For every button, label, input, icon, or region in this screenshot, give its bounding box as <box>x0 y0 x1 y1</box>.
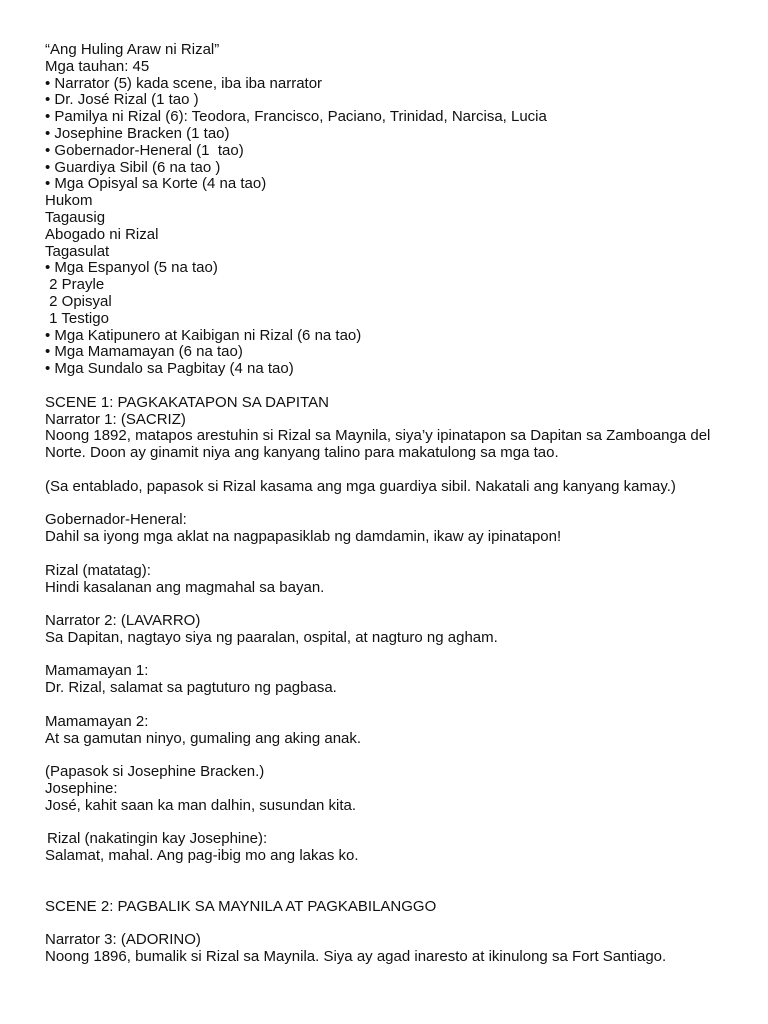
cast-item: • Narrator (5) kada scene, iba iba narrator <box>45 74 323 92</box>
court-role: Tagausig <box>45 208 106 226</box>
speaker-label: Narrator 1: (SACRIZ) <box>45 410 186 428</box>
stage-direction: (Sa entablado, papasok si Rizal kasama ang mga guardiya sibil. Nakatali ang kanyang kamay.) <box>45 477 676 495</box>
dialogue-text: Dr. Rizal, salamat sa pagtuturo ng pagbasa. <box>45 679 337 697</box>
spaniard-role: 2 Prayle <box>45 276 105 294</box>
cast-item: • Gobernador-Heneral (1 tao) <box>45 141 244 159</box>
cast-item: • Mga Sundalo sa Pagbitay (4 na tao) <box>45 360 294 378</box>
cast-header: Mga tauhan: 45 <box>45 57 150 75</box>
dialogue-text: Dahil sa iyong mga aklat na nagpapasiklab ng damdamin, ikaw ay ipinatapon! <box>45 528 562 546</box>
spaniard-role: 2 Opisyal <box>45 292 112 310</box>
speaker-label: Narrator 3: (ADORINO) <box>45 931 201 949</box>
speaker-label: Gobernador-Heneral: <box>45 511 187 529</box>
court-role: Abogado ni Rizal <box>45 225 159 243</box>
cast-item: • Josephine Bracken (1 tao) <box>45 124 230 142</box>
dialogue-text: José, kahit saan ka man dalhin, susundan kita. <box>45 796 357 814</box>
cast-item: • Mga Opisyal sa Korte (4 na tao) <box>45 175 267 193</box>
speaker-label: Rizal (matatag): <box>45 561 151 579</box>
dialogue-text: Noong 1892, matapos arestuhin si Rizal sa Maynila, siya’y ipinatapon sa Dapitan sa Zamboanga del Norte. Doon ay ginamit niya ang kanyang talino para makatulong sa mga tao. <box>45 427 711 462</box>
dialogue-text: Salamat, mahal. Ang pag-ibig mo ang lakas ko. <box>45 847 359 865</box>
speaker-label: Mamamayan 2: <box>45 712 149 730</box>
court-role: Tagasulat <box>45 242 110 260</box>
spaniard-role: 1 Testigo <box>45 309 109 327</box>
cast-item: • Mga Mamamayan (6 na tao) <box>45 343 243 361</box>
dialogue-text: Sa Dapitan, nagtayo siya ng paaralan, ospital, at nagturo ng agham. <box>45 628 498 646</box>
dialogue-text: Hindi kasalanan ang magmahal sa bayan. <box>45 578 325 596</box>
speaker-label: Rizal (nakatingin kay Josephine): <box>47 830 268 848</box>
scene-heading: SCENE 1: PAGKAKATAPON SA DAPITAN <box>45 393 329 411</box>
speaker-label: Josephine: <box>45 780 118 798</box>
speaker-label: Mamamayan 1: <box>45 662 149 680</box>
speaker-label: Narrator 2: (LAVARRO) <box>45 612 201 630</box>
cast-item: • Dr. José Rizal (1 tao ) <box>45 91 199 109</box>
stage-direction: (Papasok si Josephine Bracken.) <box>45 763 265 781</box>
cast-item: • Mga Espanyol (5 na tao) <box>45 259 218 277</box>
cast-item: • Pamilya ni Rizal (6): Teodora, Francisco, Paciano, Trinidad, Narcisa, Lucia <box>45 108 547 126</box>
cast-item: • Mga Katipunero at Kaibigan ni Rizal (6 na tao) <box>45 326 362 344</box>
dialogue-text: Noong 1896, bumalik si Rizal sa Maynila. Siya ay agad inaresto at ikinulong sa Fort Santiago. <box>45 948 667 966</box>
court-role: Hukom <box>45 192 93 210</box>
cast-item: • Guardiya Sibil (6 na tao ) <box>45 158 221 176</box>
dialogue-text: At sa gamutan ninyo, gumaling ang aking anak. <box>45 729 362 747</box>
scene-heading: SCENE 2: PAGBALIK SA MAYNILA AT PAGKABILANGGO <box>45 897 437 915</box>
play-title: “Ang Huling Araw ni Rizal” <box>45 41 220 58</box>
document-page <box>45 42 725 966</box>
